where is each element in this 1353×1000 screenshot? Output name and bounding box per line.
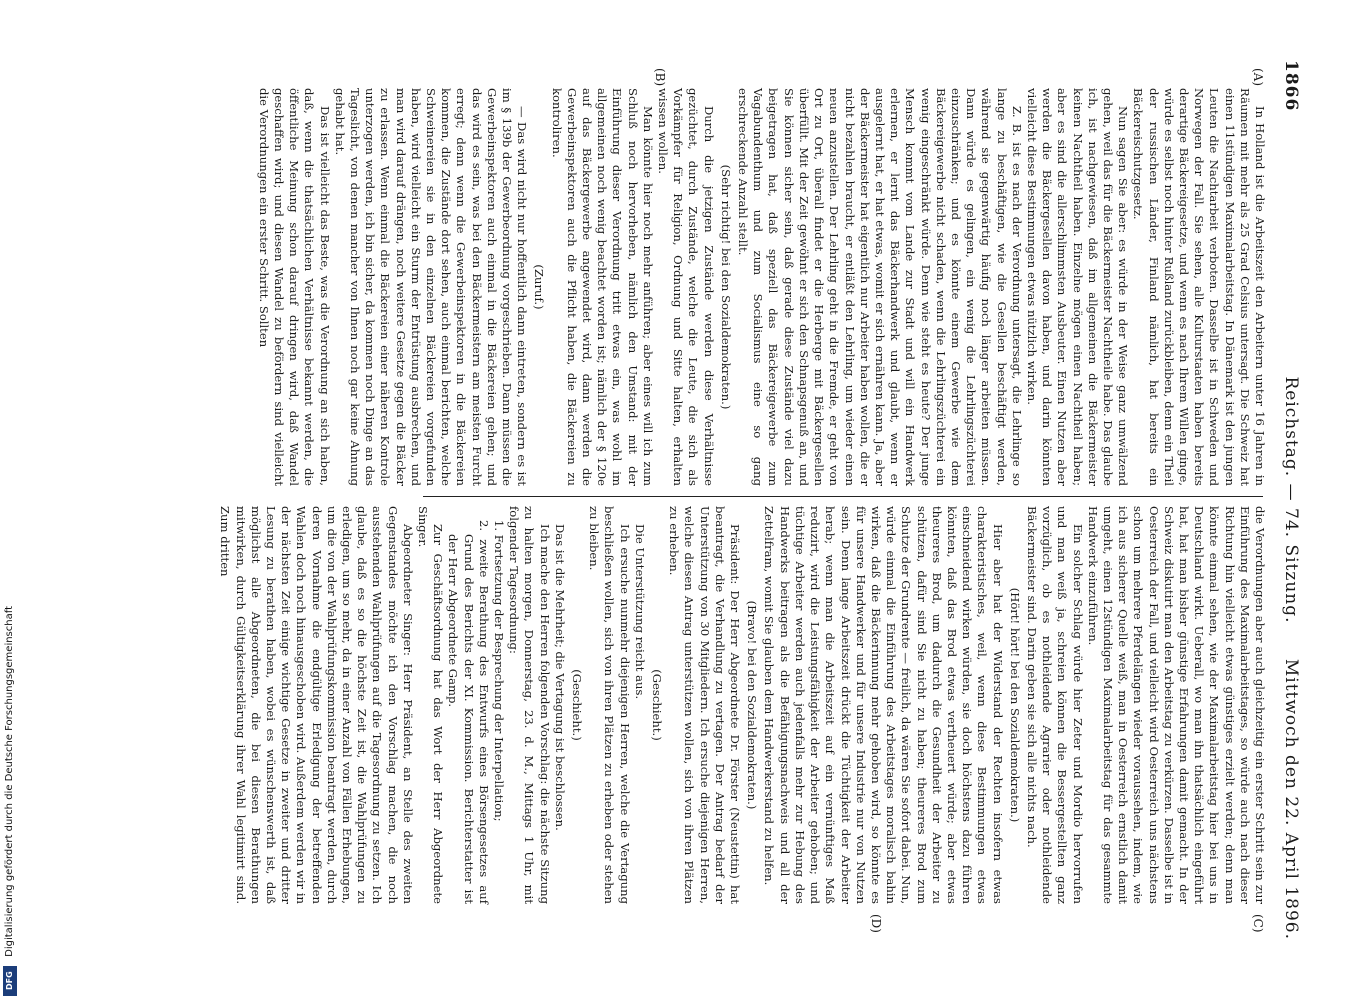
paragraph: die Verordnungen aber auch gleichzeitig ein erster Schritt sein zur Einführung des Maximalarbeitstages, so würde auch nach dieser Richtung hin vielleicht etwas günstiges erzielt werden; denn man könnte einmal sehen, wie der Maximalarbeitstag hier bei uns in Deutschland wirkt. Ueberall, wo man ihn thatsächlich eingeführt hat, hat man bisher günstige Erfahrungen damit gemacht. In der Schweiz diskutirt man den Arbeitstag zu verkürzen. Dasselbe ist in Oesterreich der Fall, und vielleicht wird Oesterreich uns nächstens schon um mehrere Pferdelängen wieder voraussehen, indem, wie ich aus sicherer Quelle weiß, man in Oesterreich ernstlich damit umgeht, einen 12stündigen Maximalarbeitstag für das gesammte Handwerk einzuführen. xyxy=(1085,506,1267,904)
paragraph: Ich mache den Herren folgenden Vorschlag: die nächste Sitzung zu halten morgen, Donnerstag, 23. d. M., Mittags 1 Uhr, mit folgender Tagesordnung: xyxy=(507,506,552,904)
interjection: (Sehr richtig! bei den Sozialdemokraten.) xyxy=(718,164,733,410)
interjection: (Zuruf.) xyxy=(532,264,547,310)
margin-marker-c: (C) xyxy=(1251,914,1265,933)
credit-text: Digitalisierung gefördert durch die Deutsche Forschungsgemeinschaft xyxy=(4,606,15,957)
left-column xyxy=(256,88,1267,486)
paragraph: — Das wird nicht nur hoffentlich dann eintreten, sondern es ist im § 139b der Gewerbeordnung vorgeschrieben. Dann müssen die Gewerbeinspektoren auch einmal in die Bäckereien gehen; und das wird es sein, was bei den Bäckermeistern am meisten Furcht erregt; denn wenn die Gewerbeinspektoren in die Bäckereien kommen, die Zustände dort sehen, auch einmal berichten, welche Schweinereien sie in den einzelnen Bäckereien vorgefunden haben, wird vielleicht ein Sturm der Entrüstung ausbrechen, und man wird darauf drängen, noch weitere Gesetze gegen die Bäcker zu erlassen. Wenn einmal die Bäckereien einer näheren Kontrole unterzogen werden, ich bin sicher, da kommen noch Dinge an das Tageslicht, von denen mancher von Ihnen noch gar keine Ahnung gehabt hat. xyxy=(332,88,530,486)
paragraph: Durch die jetzigen Zustände werden diese Verhältnisse gezüchtet, durch Zustände, welche die Leute, die sich als Vorkämpfer für Religion, Ordnung und Sitte halten, erhalten wissen wollen. xyxy=(656,88,716,486)
right-column xyxy=(217,506,1267,904)
agenda-item: 1. Fortsetzung der Besprechung der Interpellation; xyxy=(492,520,507,822)
page-title: Reichstag. — 74. Sitzung. xyxy=(1281,376,1301,624)
margin-marker-a: (A) xyxy=(1251,68,1265,87)
paragraph: Die Unterstützung reicht aus. xyxy=(632,524,647,700)
margin-marker-d: (D) xyxy=(869,914,883,933)
dfg-logo: DFG xyxy=(3,966,17,996)
paragraph: In Holland ist die Arbeitszeit den Arbeitern unter 16 Jahren in Räumen mit mehr als 25 Grad Celsius untersagt. Die Schweiz hat einen 11stündigen Maximalarbeitstag. In Dänemark ist den jungen Leuten die Nachtarbeit verboten. Dasselbe ist in Schweden und Norwegen der Fall. Sie sehen, alle Kulturstaaten haben bereits derartige Bäckereigesetze, und wenn es nach Ihrem Willen ginge, würde es selbst noch hinter Rußland zurückbleiben, denn ein Theil der russischen Länder, Finland nämlich, hat bereits ein Bäckereischutzgesetz. xyxy=(1131,88,1267,486)
paragraph: Z. B. ist es nach der Verordnung untersagt, die Lehrlinge so lange zu beschäftigen, wie die Gesellen beschäftigt werden, während sie gegenwärtig häufig noch länger arbeiten müssen. Dann würde es gelingen, ein wenig die Lehrlingszüchterei einzuschränken; und es könnte einem Gewerbe wie dem Bäckereigewerbe nicht schaden, wenn die Lehrlingszüchterei ein wenig eingeschränkt würde. Denn wie steht es heute? Der junge Mensch kommt vom Lande zur Stadt und will ein Handwerk erlernen, er lernt das Bäckerhandwerk und glaubt, wenn er ausgelernt hat, er hat etwas, womit er sich ernähren kann. Ja, aber der Bäckermeister hat eigentlich nur Arbeiter haben wollen, die er nicht bezahlen braucht, er entläßt den Lehrling, um wieder einen neuen anzustellen. Der Lehrling geht in die Fremde, er geht von Ort zu Ort, überall findet er die Herberge mit Bäckergesellen überfüllt. Mit der Zeit gewöhnt er sich den Schnapsgenuß an, und Sie können sicher sein, daß gerade diese Zustände viel dazu beigetragen hat, daß speziell das Bäckereigewerbe zum Vagabundenthum und zum Socialismus eine so gang erschreckende Anzahl stellt. xyxy=(736,88,1024,486)
paragraph: Ich ersuche nunmehr diejenigen Herren, welche die Vertagung beschließen wollen, sich von ihren Plätzen zu erheben oder stehen zu bleiben. xyxy=(587,506,632,904)
interjection: (Geschieht.) xyxy=(570,669,585,741)
paragraph: Ein solcher Schlag würde hier Zeter und Mordio hervorrufen und man weiß ja, schreien können die Bessergestellten ganz vorzüglich, ob es nothleidende Agrarier oder nothleidende Bäckermeister sind. Darin geben sie sich alle nichts nach. xyxy=(1024,506,1085,904)
agenda-item: 2. zweite Berathung des Entwurfs eines Börsengesetzes auf Grund des Berichts der XI. Kommission. Berichterstatter ist der Herr Abgeordnete Gamp. xyxy=(446,520,491,904)
digitization-credit xyxy=(0,0,22,1000)
paragraph: Nun sagen Sie aber: es würde in der Weise ganz umwälzend gehen, weil das für die Bäckermeister Nachtheile habe. Das glaube ich, ist nachgewiesen, daß im allgemeinen die Bäckermeister keinen Nachtheil haben. Einzelne mögen einen Nachtheil haben; aber es sind die allerschlimmsten Ausbeuter. Einen Nutzen aber werden die Bäckergesellen davon haben, und darin könnten vielleicht diese Bestimmungen etwas nützlich wirken. xyxy=(1024,88,1131,486)
president-speech: Präsident: Der Herr Abgeordnete Dr. Förster (Neustettin) hat beantragt, die Verhandlung zu vertagen. Der Antrag bedarf der Unterstützung von 30 Mitgliedern. Ich ersuche diejenigen Herren, welche diesen Antrag unterstützen wollen, sich von ihren Plätzen zu erheben. xyxy=(667,506,743,904)
page-header xyxy=(1273,60,1301,940)
column-divider xyxy=(423,496,1263,497)
paragraph: Man könnte hier noch mehr anführen; aber eines will ich zum Schluß noch hervorheben, nämlich den Umstand: mit der Einführung dieser Verordnung tritt etwas ein, was wohl im allgemeinen noch wenig beachtet worden ist; nämlich der § 120e auf das Bäckergewerbe angewendet wird, dann werden die Gewerbeinspektoren auch die Pflicht haben, die Bäckereien zu kontroliren. xyxy=(549,88,655,486)
interjection: (Geschieht.) xyxy=(650,669,665,741)
paragraph: Das ist die Mehrheit; die Vertagung ist beschlossen. xyxy=(552,524,567,831)
page-number: 1866 xyxy=(1281,60,1301,112)
session-date: Mittwoch den 22. April 1896. xyxy=(1281,658,1301,940)
paragraph: Das ist vielleicht das Beste, was die Verordnung an sich haben, daß, wenn die thatsächlichen Verhältnisse bekannt werden, die öffentliche Meinung schon darauf dringen wird, daß Wandel geschaffen wird; und diesen Wandel zu befördern sind vielleicht die Verordnungen ein erster Schritt. Sollten xyxy=(256,88,332,486)
interjection: (Bravo! bei den Sozialdemokraten.) xyxy=(745,600,760,810)
paragraph: Hier aber hat der Widerstand der Rechten insofern etwas charakteristisches, weil, wenn diese Bestimmungen etwas einschneidend wirken würden, sie doch höchstens dazu führen könnten, daß das Brod etwas vertheuert würde; aber etwas theureres Brod, um dadurch die Gesundheit der Arbeiter zu schützen, dafür sind Sie nicht zu haben; theureres Brod zum Schutze der Grundrente — freilich, da wären Sie sofort dabei. Nun, würde einmal die Einführung des Arbeitstages moralisch bahin wirken, daß die Bäckerinnung mehr gehoben wird, so könnte es für unsere Handwerker und für unsere Industrie nur von Nutzen sein. Denn lange Arbeitszeit drückt die Tüchtigkeit der Arbeiter herab; wenn man die Arbeitszeit auf ein vernünftiges Maß reduzirt, wird die Leistungsfähigkeit der Arbeiter gehoben; und tüchtige Arbeiter werden auch jedenfalls mehr zur Hebung des Handwerks beitragen als die Befähigungsnachweis und all der Zettelfram, womit Sie glauben dem Handwerkerstand zu helfen. xyxy=(762,506,1005,905)
singer-speech: Abgeordneter Singer: Herr Präsident, an Stelle des zweiten Gegenstandes möchte ich den Vorschlag machen, die noch ausstehenden Wahlprüfungen auf die Tagesordnung zu setzen. Ich glaube, daß es so die höchste Zeit ist, die Wahlprüfungen zu erledigen, um so mehr, da in einer Anzahl von Fällen Erhebungen, um die von der Wahlprüfungskommission beantragt werden, durch deren Vornahme die endgültige Erledigung der betreffenden Wahlen doch noch hinausgeschoben wird. Außerdem werden wir in der nächsten Zeit einige wichtige Gesetze in zweiter und dritter Lesung zu berathen haben, wobei es wünschenswerth ist, daß möglichst alle Abgeordneten, die bei diesen Berathungen mitwirken, durch Gültigkeitserklärung ihrer Wahl legitimirt sind. Zum dritten xyxy=(218,506,415,904)
margin-marker-b: (B) xyxy=(653,68,667,87)
paragraph: Zur Geschäftsordnung hat das Wort der Herr Abgeordnete Singer. xyxy=(416,506,446,904)
interjection: (Hört! hört! bei den Sozialdemokraten.) xyxy=(1007,587,1022,823)
